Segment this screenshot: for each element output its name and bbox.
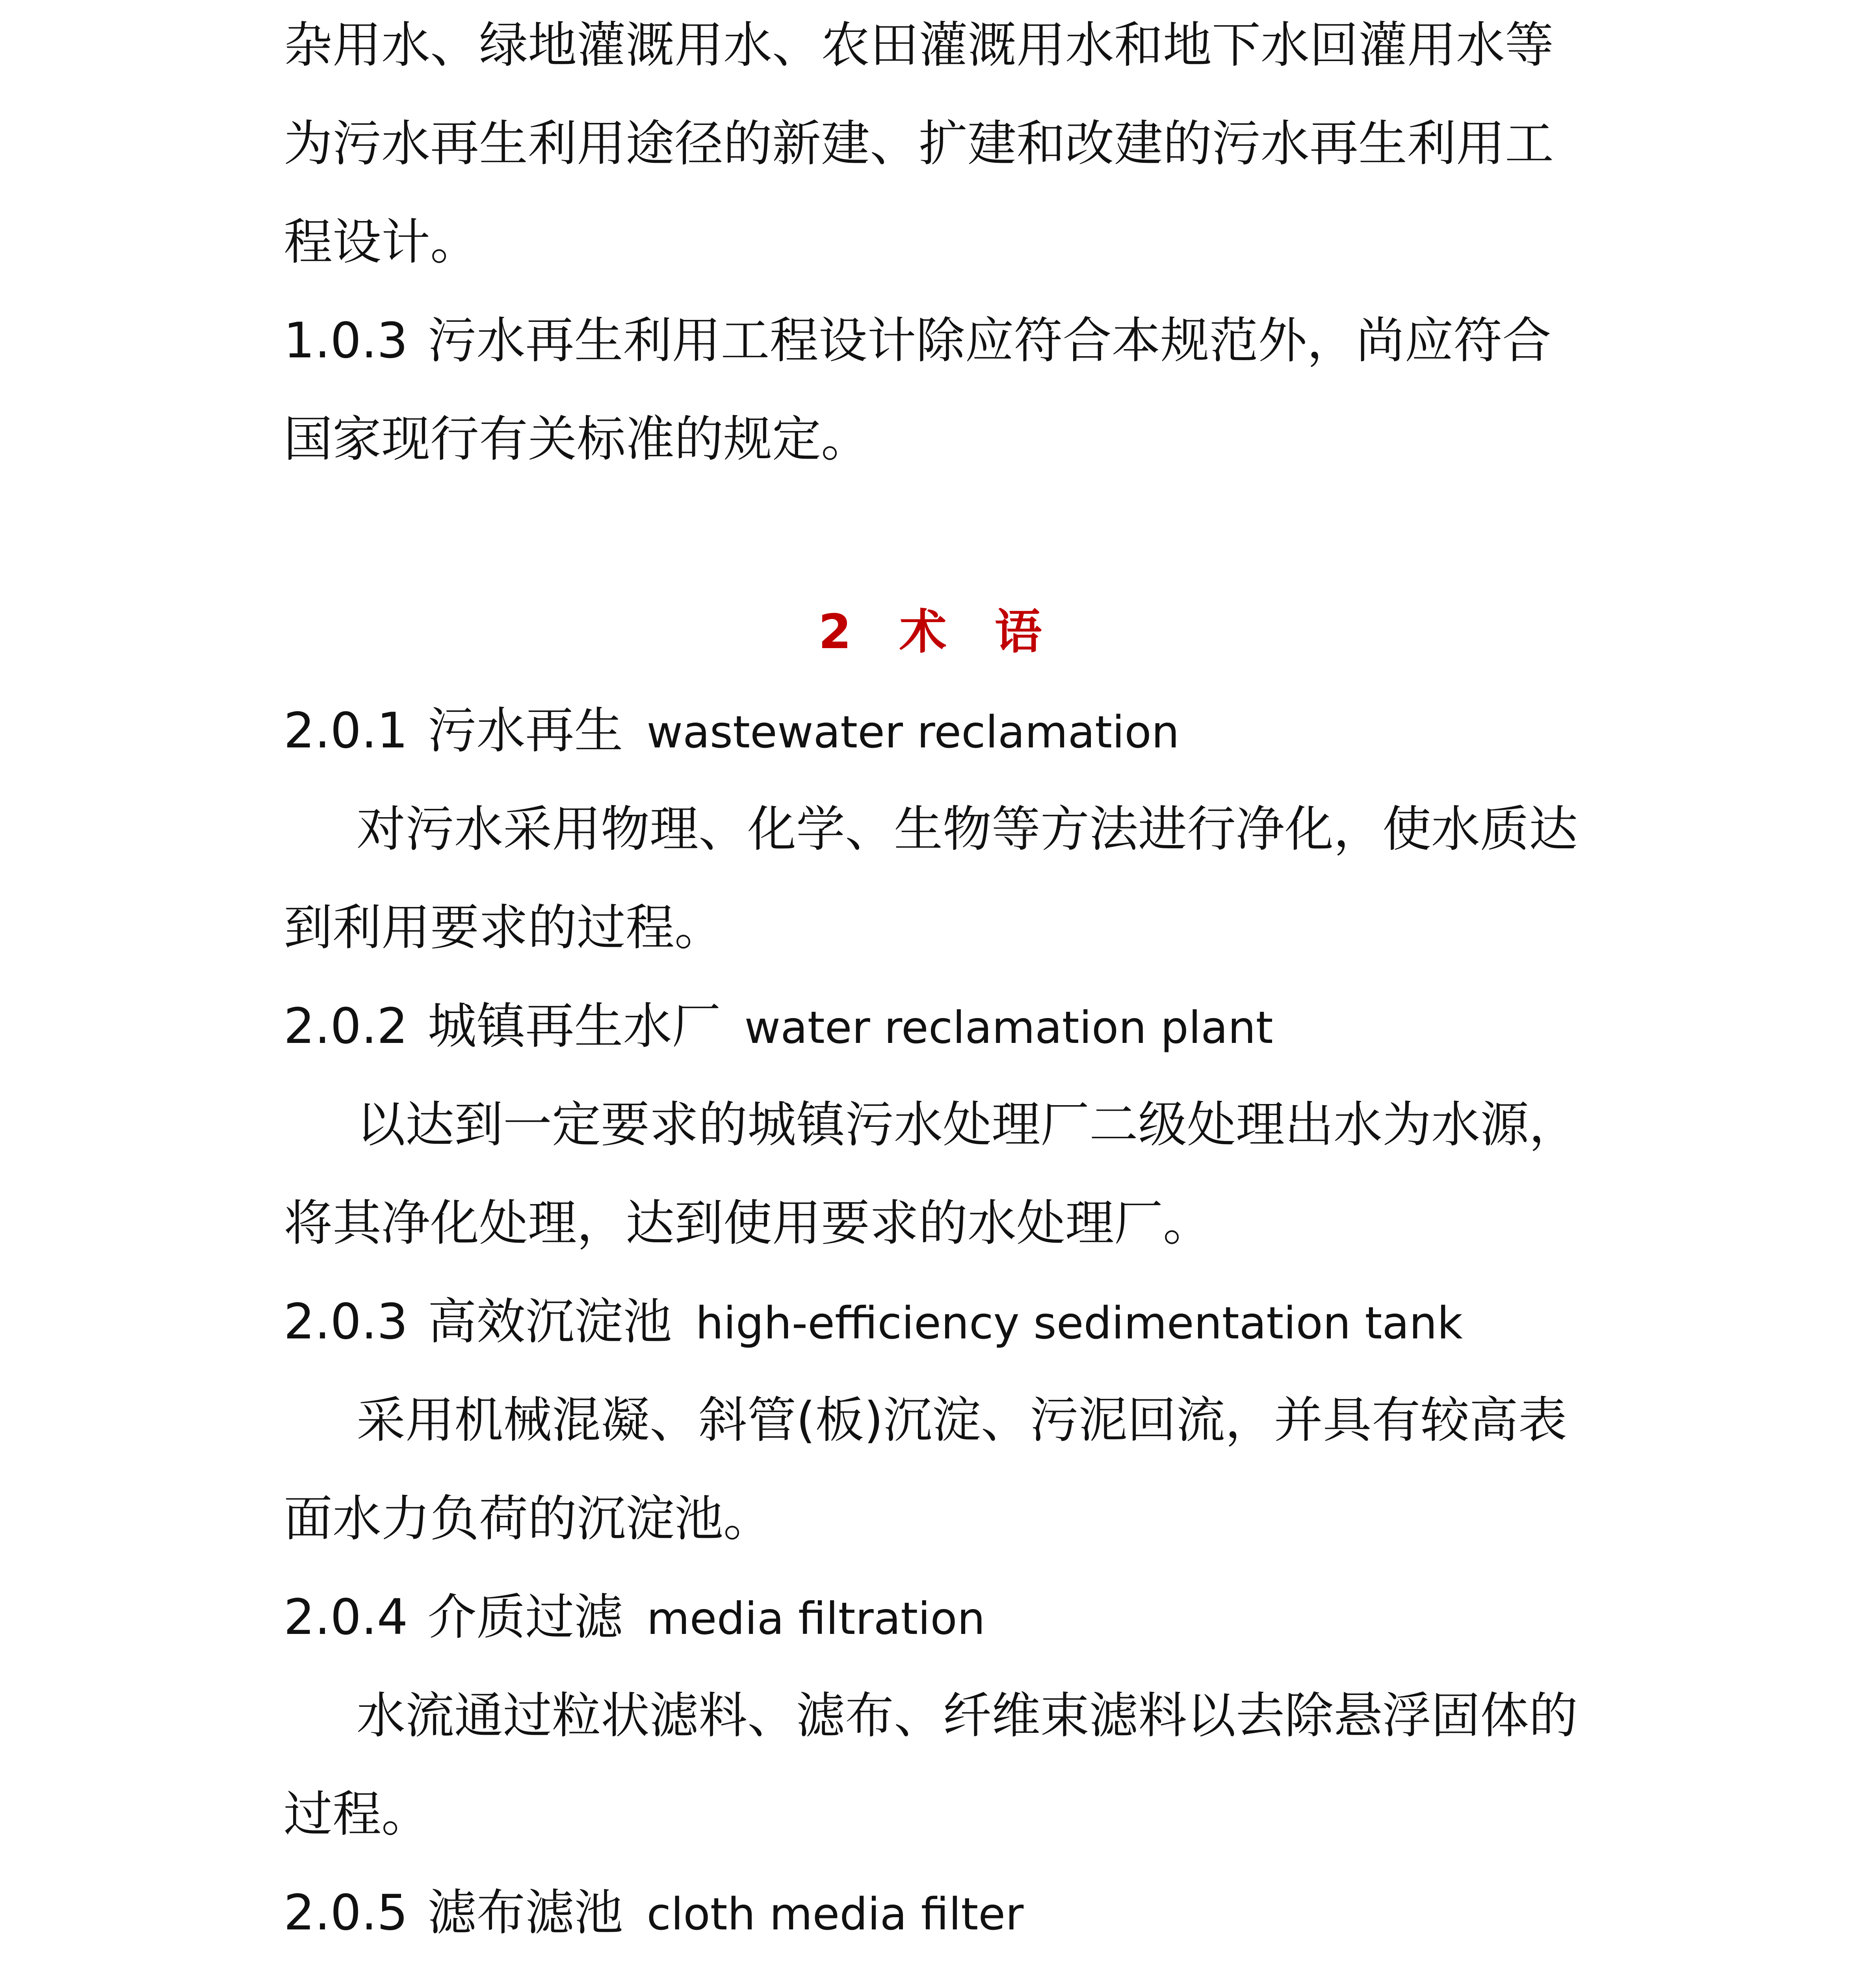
term-definition-line-2: 将其净化处理，达到使用要求的水处理厂。 — [284, 1195, 1212, 1252]
term-en: water reclamation plant — [744, 1002, 1273, 1054]
term-heading — [284, 997, 1273, 1057]
term-number: 2.0.2 — [284, 998, 408, 1055]
term-definition-line-2: 面水力负荷的沉淀池。 — [284, 1491, 773, 1547]
term-heading — [284, 1588, 985, 1648]
intro-line-2: 为污水再生利用途径的新建、扩建和改建的污水再生利用工 — [284, 115, 1554, 172]
clause-text: 污水再生利用工程设计除应符合本规范外，尚应符合 — [427, 312, 1551, 369]
term-zh: 滤布滤池 — [427, 1885, 623, 1941]
term-definition-line-1: 采用机械混凝、斜管(板)沉淀、污泥回流，并具有较高表 — [357, 1392, 1567, 1449]
term-zh: 介质过滤 — [427, 1589, 623, 1646]
term-definition-line-1: 以达到一定要求的城镇污水处理厂二级处理出水为水源， — [357, 1097, 1578, 1153]
term-en: wastewater reclamation — [646, 707, 1179, 758]
term-number: 2.0.1 — [284, 703, 408, 759]
clause-1-0-3-line-1 — [284, 311, 1551, 370]
term-zh: 污水再生 — [427, 703, 623, 759]
term-heading — [284, 1292, 1463, 1353]
term-definition-line-2: 过程。 — [284, 1786, 431, 1843]
term-heading — [284, 701, 1179, 762]
clause-1-0-3-line-2: 国家现行有关标准的规定。 — [284, 411, 870, 468]
term-definition-line-1: 对污水采用物理、化学、生物等方法进行净化，使水质达 — [357, 801, 1578, 858]
term-number: 2.0.5 — [284, 1885, 408, 1941]
intro-line-3: 程设计。 — [284, 214, 479, 271]
term-definition-line-2: 到利用要求的过程。 — [284, 900, 724, 956]
term-definition-line-1: 水流通过粒状滤料、滤布、纤维束滤料以去除悬浮固体的 — [357, 1688, 1578, 1744]
intro-line-1: 杂用水、绿地灌溉用水、农田灌溉用水和地下水回灌用水等 — [284, 17, 1554, 74]
clause-number: 1.0.3 — [284, 312, 408, 369]
term-zh: 城镇再生水厂 — [427, 998, 721, 1055]
term-en: high-efficiency sedimentation tank — [695, 1298, 1463, 1349]
term-en: media filtration — [646, 1593, 985, 1645]
chapter-heading: 2 术 语 — [818, 605, 1058, 660]
term-zh: 高效沉淀池 — [427, 1294, 672, 1350]
term-number: 2.0.4 — [284, 1589, 408, 1646]
term-heading — [284, 1883, 1023, 1944]
term-en: cloth media filter — [646, 1889, 1024, 1940]
term-number: 2.0.3 — [284, 1294, 408, 1350]
